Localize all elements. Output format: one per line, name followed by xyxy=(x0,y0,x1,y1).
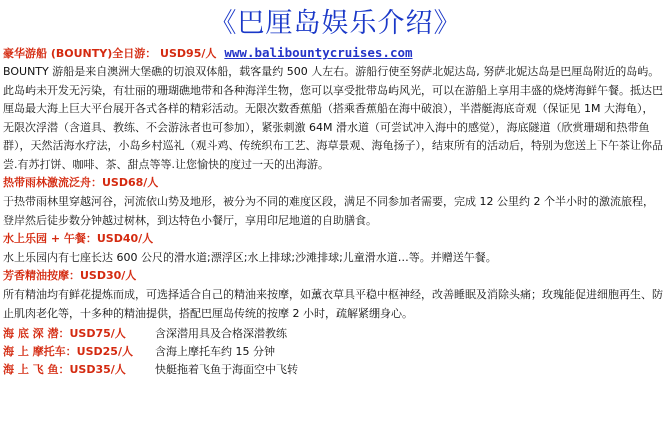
price-row-diving xyxy=(3,324,298,342)
bounty-cruise-link[interactable]: www.balibountycruises.com xyxy=(224,45,413,60)
price-item-name: 海 上 飞 鱼：USD35/人 xyxy=(3,363,126,376)
section-heading-rafting: 热带雨林激流泛舟：USD68/人 xyxy=(3,176,159,189)
price-item-desc: 含深潜用具及合格深潜教练 xyxy=(155,327,287,340)
price-row-jetski xyxy=(3,342,298,360)
price-item-name: 海 上 摩托车：USD25/人 xyxy=(3,345,133,358)
section-heading-spa-massage: 芳香精油按摩：USD30/人 xyxy=(3,269,137,282)
price-item-name: 海 底 深 潜：USD75/人 xyxy=(3,327,126,340)
price-item-desc: 快艇拖着飞鱼于海面空中飞转 xyxy=(155,363,298,376)
section-heading-waterpark: 水上乐园 + 午餐：USD40/人 xyxy=(3,232,154,245)
price-list xyxy=(3,324,298,378)
waterpark-description: 水上乐园内有七座长达 600 公尺的滑水道;漂浮区;水上排球;沙滩排球;儿童滑水道…等。并赠送午餐。 xyxy=(3,251,497,264)
bounty-cruise-heading-text: 豪华游船 (BOUNTY)全日游： USD95/人 xyxy=(3,47,217,60)
bounty-cruise-description: BOUNTY 游船是来自澳洲大堡礁的切浪双体船，载客量约 500 人左右。游船行使至努萨北妮达岛, 努萨北妮达岛是巴厘岛附近的岛屿。此岛屿未开发无污染，有壮丽的珊瑚礁地带和各种海洋生物，您可以享受批带岛屿风光，可以在游船上享用丰盛的烧烤海鲜午餐。抵达巴厘岛最大海上巨大平台展开各式各样的精彩活动。无限次数香蕉船（搭乘香蕉船在海中破浪），半潜艇海底奇观（保证见 1M 大海龟），无限次浮潜（含道具、教练、不会游泳者也可参加），紧张刺激 64M 滑水道（可尝试冲入海中的感觉），海底隧道（欣赏珊瑚和热带鱼群），天然活海水疗法，小岛乡村巡礼（观斗鸡、传统织布工艺、海草景观、海龟扬子），结束所有的活动后，特别为您送上下午茶让你品尝.有苏打饼、咖啡、茶、甜点等等.让您愉快的度过一天的出海游。 xyxy=(3,65,663,171)
price-row-flying-fish xyxy=(3,360,298,378)
price-item-desc: 含海上摩托车约 15 分钟 xyxy=(155,345,275,358)
section-heading-bounty-cruise xyxy=(3,45,668,62)
document-page xyxy=(0,6,668,427)
rafting-description: 于热带雨林里穿越河谷，河流依山势及地形，被分为不同的难度区段，满足不同参加者需要，完成 12 公里约 2 个半小时的激流旅程，登岸然后徒步数分钟越过树林，到达特色小餐厅，享用印尼地道的自助膳食。 xyxy=(3,195,654,227)
page-title: 《巴厘岛娱乐介绍》 xyxy=(209,8,462,39)
spa-massage-description: 所有精油均有鲜花提炼而成，可选择适合自己的精油来按摩，如薰衣草具平稳中枢神经，改善睡眠及消除头痛；玫瑰能促进细胞再生、防止肌肉老化等，十多种的精油提供，搭配巴厘岛传统的按摩 2 小时，疏解紧绷身心。 xyxy=(3,288,663,320)
